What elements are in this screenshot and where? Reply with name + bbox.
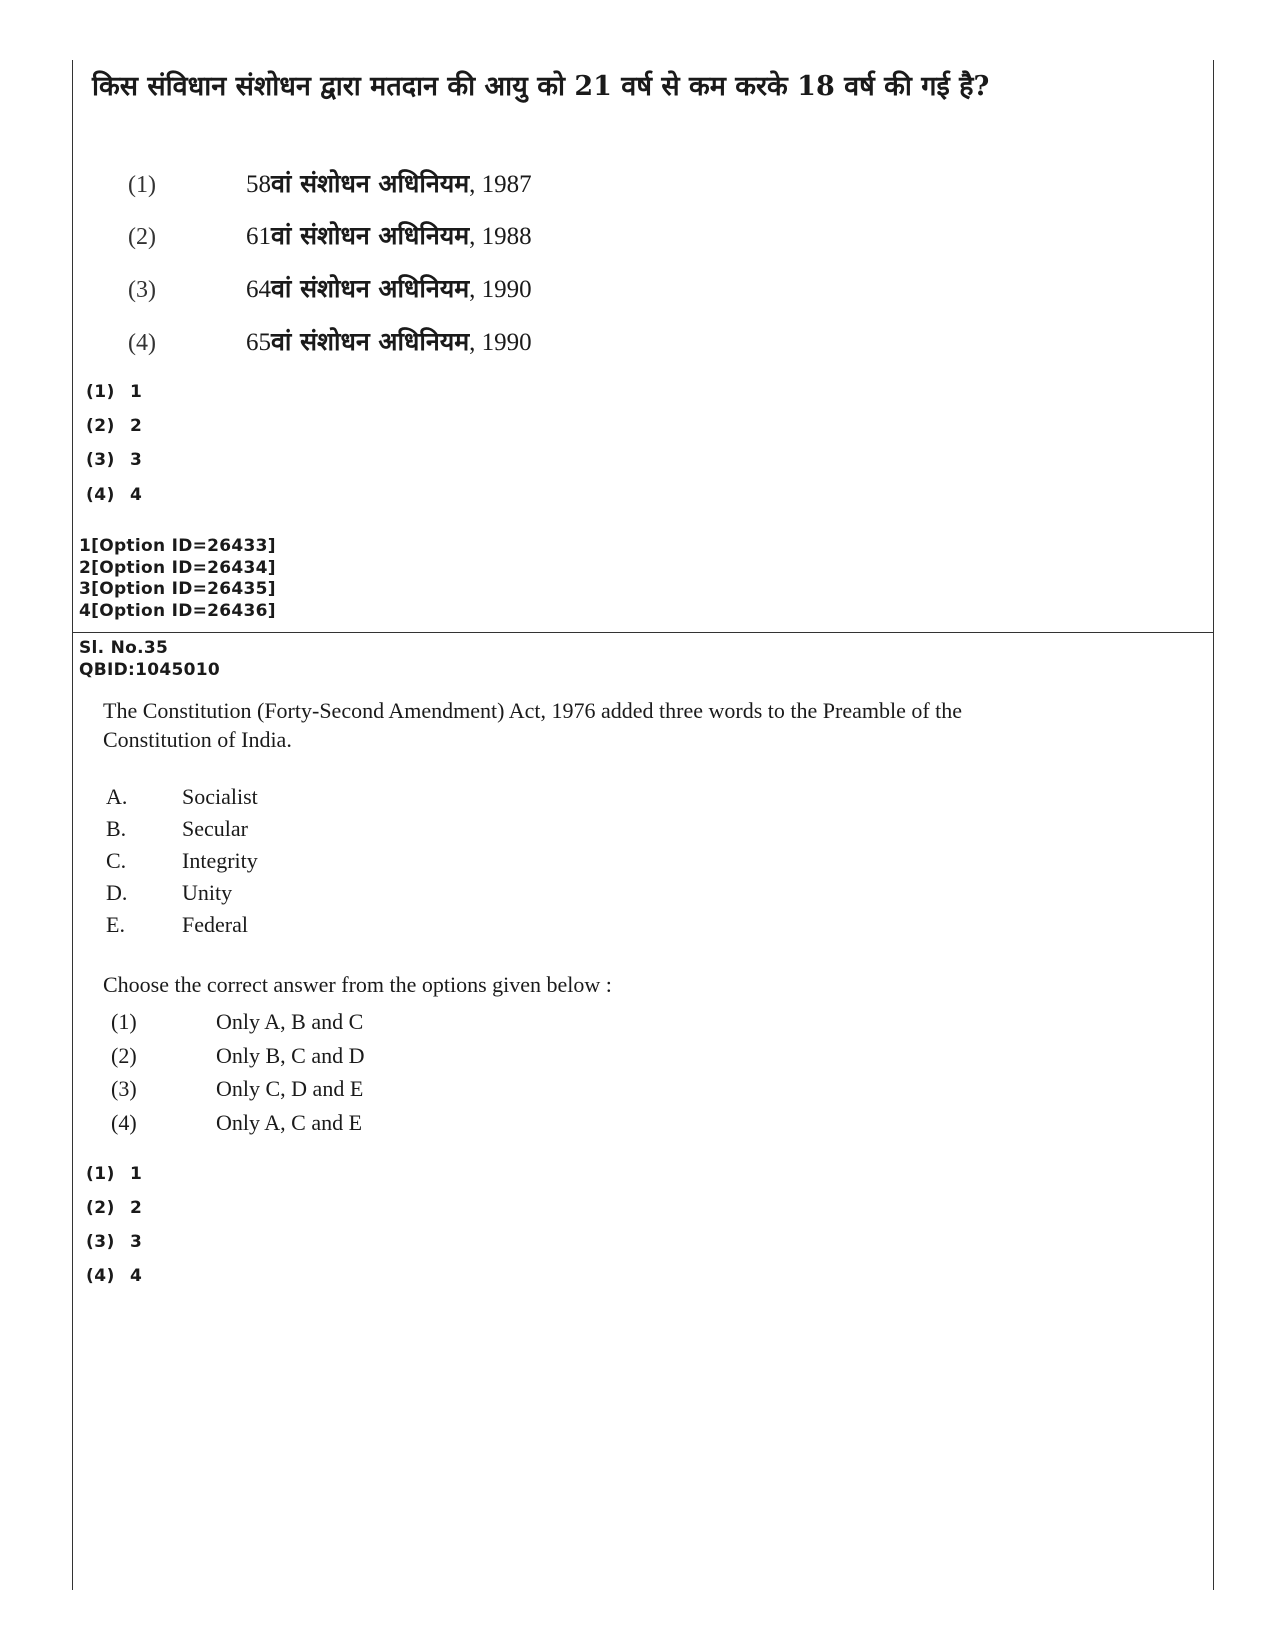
answer-choice-4[interactable]: (4) 4 bbox=[86, 485, 143, 505]
question-34-option-2 bbox=[128, 218, 532, 252]
option-number: (1) bbox=[128, 172, 156, 198]
option-id-4: 4[Option ID=26436] bbox=[79, 600, 276, 621]
answer-choice-3[interactable]: (3) 3 bbox=[86, 1232, 143, 1252]
option-year: , 1990 bbox=[469, 276, 532, 303]
question-35-text: The Constitution (Forty-Second Amendment) Act, 1976 added three words to the Preamble of the Constitution of India. bbox=[103, 698, 963, 752]
question-34-text: किस संविधान संशोधन द्वारा मतदान की आयु को 21 वर्ष से कम करके 18 वर्ष की गई है? bbox=[92, 71, 990, 102]
answer-choice-4[interactable]: (4) 4 bbox=[86, 1266, 143, 1286]
answer-choice-1[interactable]: (1) 1 bbox=[86, 1164, 143, 1184]
option-text: वां संशोधन अधिनियम bbox=[271, 327, 470, 356]
question-divider bbox=[72, 632, 1214, 633]
left-border bbox=[72, 60, 73, 1590]
option-year: , 1988 bbox=[469, 223, 532, 250]
question-34-option-4 bbox=[128, 324, 532, 358]
serial-number: Sl. No.35 bbox=[79, 638, 169, 658]
right-border bbox=[1213, 60, 1214, 1590]
statement-item: C. Integrity bbox=[106, 848, 258, 873]
question-35-option-4: (4) Only A, C and E bbox=[111, 1110, 363, 1135]
question-35-option-1: (1) Only A, B and C bbox=[111, 1009, 364, 1034]
option-id-2: 2[Option ID=26434] bbox=[79, 557, 276, 578]
choose-instruction: Choose the correct answer from the options given below : bbox=[103, 972, 612, 997]
question-34-option-3 bbox=[128, 271, 532, 305]
question-35-option-3: (3) Only C, D and E bbox=[111, 1076, 364, 1101]
option-year: , 1990 bbox=[469, 329, 532, 356]
option-number: (3) bbox=[128, 277, 156, 303]
option-text: वां संशोधन अधिनियम bbox=[271, 221, 470, 250]
answer-choice-1[interactable]: (1) 1 bbox=[86, 382, 143, 402]
option-ordinal: 65 bbox=[246, 329, 271, 356]
option-id-list bbox=[79, 536, 276, 622]
answer-choice-2[interactable]: (2) 2 bbox=[86, 1198, 143, 1218]
answer-choice-3[interactable]: (3) 3 bbox=[86, 450, 143, 470]
option-id-1: 1[Option ID=26433] bbox=[79, 536, 276, 556]
option-text: वां संशोधन अधिनियम bbox=[271, 274, 470, 303]
option-year: , 1987 bbox=[469, 171, 532, 198]
option-ordinal: 58 bbox=[246, 171, 271, 198]
statement-item: E. Federal bbox=[106, 912, 248, 937]
option-number: (2) bbox=[128, 224, 156, 250]
option-ordinal: 64 bbox=[246, 276, 271, 303]
statement-item: B. Secular bbox=[106, 816, 248, 841]
option-id-3: 3[Option ID=26435] bbox=[79, 579, 276, 599]
answer-choice-2[interactable]: (2) 2 bbox=[86, 416, 143, 436]
statement-item: A. Socialist bbox=[106, 784, 258, 809]
option-ordinal: 61 bbox=[246, 223, 271, 250]
question-35-option-2: (2) Only B, C and D bbox=[111, 1043, 365, 1068]
option-text: वां संशोधन अधिनियम bbox=[271, 169, 470, 198]
statement-item: D. Unity bbox=[106, 880, 233, 905]
question-35-meta bbox=[79, 637, 220, 681]
qbid: QBID:1045010 bbox=[79, 660, 221, 680]
question-34-option-1 bbox=[128, 166, 532, 200]
option-number: (4) bbox=[128, 330, 156, 356]
